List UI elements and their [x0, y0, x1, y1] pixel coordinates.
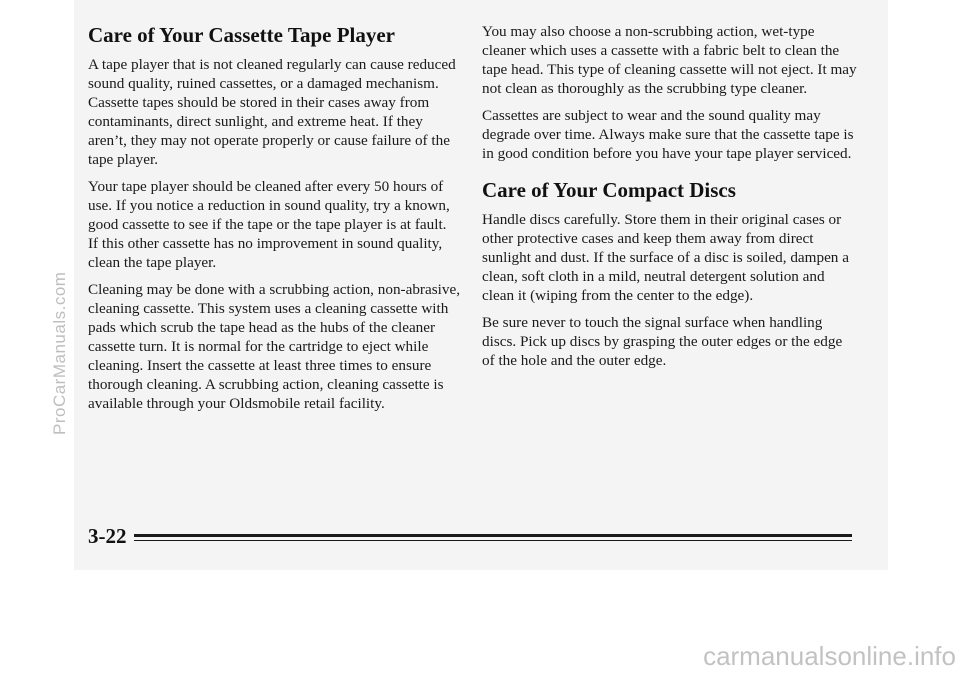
bottom-watermark: carmanualsonline.info	[703, 641, 956, 671]
footer-rule-thin	[134, 540, 852, 541]
right-column	[482, 22, 858, 378]
paragraph: Be sure never to touch the signal surface when handling discs. Pick up discs by grasping the outer edges or the edge of the hole and the outer edge.	[482, 314, 843, 369]
left-column	[88, 22, 460, 421]
side-watermark: ProCarManuals.com	[50, 271, 69, 435]
section-heading-cassette: Care of Your Cassette Tape Player	[88, 23, 395, 47]
paragraph: Cleaning may be done with a scrubbing action, non-abrasive, cleaning cassette. This system uses a cleaning cassette with pads which scrub the tape head as the hubs of the cleaner cassette turn. It is normal for the cartridge to eject while cleaning. Insert the cassette at least three times to ensure thorough cleaning. A scrubbing action, cleaning cassette is available through your Oldsmobile retail facility.	[88, 281, 460, 412]
page-footer	[88, 524, 852, 548]
paragraph: Your tape player should be cleaned after every 50 hours of use. If you notice a reduction in sound quality, try a known, good cassette to see if the tape or the tape player is at fault. If this other cassette has no improvement in sound quality, clean the tape player.	[88, 178, 450, 271]
section-heading-compact-discs: Care of Your Compact Discs	[482, 178, 736, 202]
paragraph: A tape player that is not cleaned regularly can cause reduced sound quality, ruined cassettes, or a damaged mechanism. Cassette tapes should be stored in their cases away from contaminants, direct sunlight, and extreme heat. If they aren’t, they may not operate properly or cause failure of the tape player.	[88, 56, 456, 168]
paragraph: You may also choose a non-scrubbing action, wet-type cleaner which uses a cassette with a fabric belt to clean the tape head. This type of cleaning cassette will not eject. It may not clean as thoroughly as the scrubbing type cleaner.	[482, 23, 857, 97]
page-number: 3-22	[88, 524, 127, 548]
paragraph: Cassettes are subject to wear and the sound quality may degrade over time. Always make sure that the cassette tape is in good condition before you have your tape player serviced.	[482, 107, 854, 162]
footer-rule-thick	[134, 534, 852, 537]
paragraph: Handle discs carefully. Store them in their original cases or other protective cases and keep them away from direct sunlight and dust. If the surface of a disc is soiled, dampen a clean, soft cloth in a mild, neutral detergent solution and clean it (wiping from the center to the edge).	[482, 211, 849, 304]
